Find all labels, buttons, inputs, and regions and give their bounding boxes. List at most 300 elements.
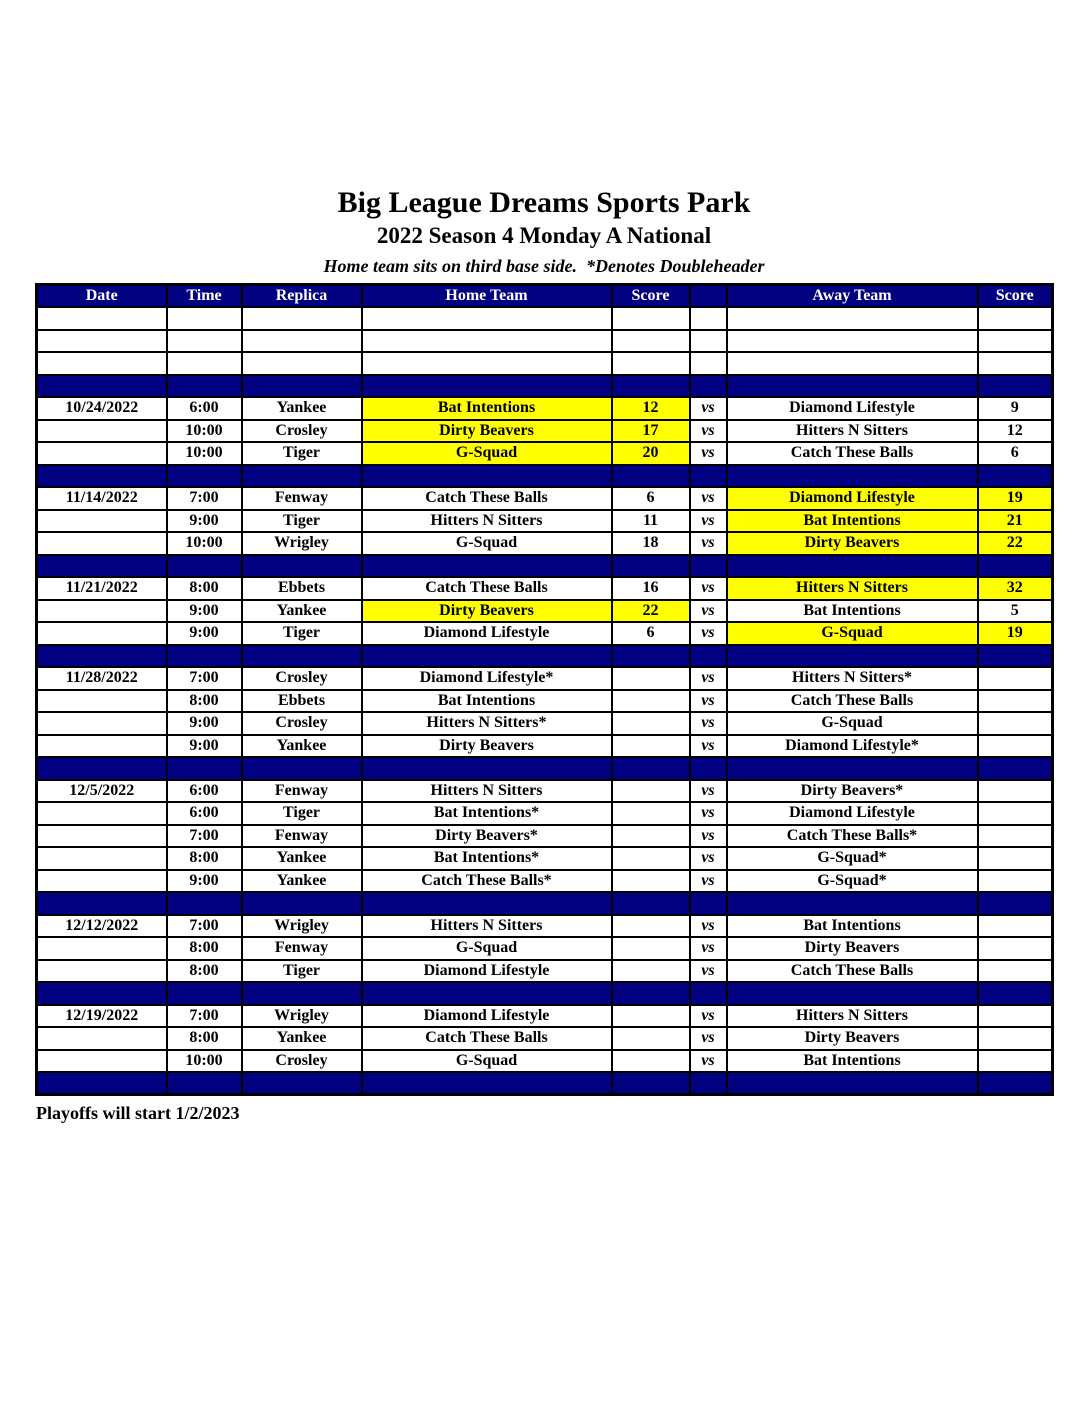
home-score-cell — [612, 1027, 690, 1050]
away-score-cell — [978, 1050, 1053, 1073]
game-row — [37, 622, 1053, 645]
away-score-cell — [978, 667, 1053, 690]
legend-note: Home team sits on third base side. *Denotes Doubleheader — [323, 256, 765, 277]
game-row — [37, 712, 1053, 735]
separator-cell — [167, 375, 242, 398]
home-team-cell: Diamond Lifestyle* — [362, 667, 612, 690]
away-team-cell: Bat Intentions — [727, 1050, 978, 1073]
separator-cell — [727, 982, 978, 1005]
empty-cell — [978, 352, 1053, 375]
away-score-cell — [978, 825, 1053, 848]
separator-cell — [612, 555, 690, 578]
game-row — [37, 960, 1053, 983]
separator-row — [37, 645, 1053, 668]
column-header-home-score: Score — [612, 285, 690, 308]
game-row — [37, 870, 1053, 893]
home-score-cell: 17 — [612, 420, 690, 443]
replica-cell: Ebbets — [242, 577, 362, 600]
table-header-row — [37, 285, 1053, 308]
separator-cell — [690, 465, 727, 488]
game-row — [37, 1027, 1053, 1050]
away-score-cell — [978, 1005, 1053, 1028]
separator-cell — [727, 375, 978, 398]
column-header-away-team: Away Team — [727, 285, 978, 308]
separator-cell — [167, 757, 242, 780]
time-cell: 7:00 — [167, 915, 242, 938]
date-cell — [37, 712, 167, 735]
away-score-cell: 22 — [978, 532, 1053, 555]
date-cell — [37, 622, 167, 645]
home-score-cell: 20 — [612, 442, 690, 465]
home-score-cell — [612, 735, 690, 758]
vs-cell: vs — [690, 420, 727, 443]
home-score-cell — [612, 780, 690, 803]
time-cell: 9:00 — [167, 870, 242, 893]
home-score-cell: 16 — [612, 577, 690, 600]
separator-cell — [242, 757, 362, 780]
away-team-cell: Diamond Lifestyle — [727, 487, 978, 510]
away-team-cell: Hitters N Sitters — [727, 1005, 978, 1028]
separator-row — [37, 757, 1053, 780]
column-header-replica: Replica — [242, 285, 362, 308]
date-cell: 10/24/2022 — [37, 397, 167, 420]
empty-cell — [242, 307, 362, 330]
replica-cell: Fenway — [242, 825, 362, 848]
home-score-cell — [612, 960, 690, 983]
game-row — [37, 532, 1053, 555]
separator-cell — [167, 555, 242, 578]
empty-cell — [167, 352, 242, 375]
away-score-cell: 5 — [978, 600, 1053, 623]
empty-cell — [690, 330, 727, 353]
time-cell: 9:00 — [167, 600, 242, 623]
vs-cell: vs — [690, 960, 727, 983]
home-team-cell: Bat Intentions — [362, 397, 612, 420]
home-score-cell — [612, 712, 690, 735]
time-cell: 10:00 — [167, 420, 242, 443]
home-score-cell — [612, 690, 690, 713]
separator-cell — [727, 757, 978, 780]
away-team-cell: G-Squad — [727, 622, 978, 645]
away-score-cell — [978, 690, 1053, 713]
date-cell — [37, 825, 167, 848]
separator-cell — [167, 645, 242, 668]
away-team-cell: Bat Intentions — [727, 600, 978, 623]
game-row — [37, 825, 1053, 848]
separator-cell — [242, 982, 362, 1005]
vs-cell: vs — [690, 825, 727, 848]
separator-cell — [167, 982, 242, 1005]
empty-cell — [37, 307, 167, 330]
home-team-cell: Bat Intentions — [362, 690, 612, 713]
separator-cell — [242, 645, 362, 668]
away-score-cell: 21 — [978, 510, 1053, 533]
vs-cell: vs — [690, 622, 727, 645]
separator-cell — [978, 375, 1053, 398]
game-row — [37, 577, 1053, 600]
vs-cell: vs — [690, 1027, 727, 1050]
time-cell: 8:00 — [167, 690, 242, 713]
separator-cell — [978, 757, 1053, 780]
away-score-cell — [978, 870, 1053, 893]
vs-cell: vs — [690, 937, 727, 960]
empty-cell — [242, 330, 362, 353]
home-score-cell — [612, 847, 690, 870]
replica-cell: Yankee — [242, 397, 362, 420]
empty-cell — [612, 330, 690, 353]
away-team-cell: Bat Intentions — [727, 915, 978, 938]
home-team-cell: Dirty Beavers — [362, 420, 612, 443]
game-row — [37, 487, 1053, 510]
separator-cell — [727, 555, 978, 578]
home-team-cell: Bat Intentions* — [362, 802, 612, 825]
home-score-cell: 22 — [612, 600, 690, 623]
game-row — [37, 802, 1053, 825]
separator-cell — [978, 555, 1053, 578]
away-score-cell — [978, 847, 1053, 870]
replica-cell: Wrigley — [242, 532, 362, 555]
away-score-cell — [978, 960, 1053, 983]
away-score-cell: 12 — [978, 420, 1053, 443]
separator-cell — [362, 375, 612, 398]
separator-row — [37, 465, 1053, 488]
replica-cell: Wrigley — [242, 1005, 362, 1028]
separator-cell — [37, 757, 167, 780]
column-header-home-team: Home Team — [362, 285, 612, 308]
column-header-time: Time — [167, 285, 242, 308]
replica-cell: Tiger — [242, 960, 362, 983]
replica-cell: Yankee — [242, 600, 362, 623]
empty-cell — [362, 307, 612, 330]
home-score-cell — [612, 915, 690, 938]
away-team-cell: G-Squad* — [727, 847, 978, 870]
column-header-vs — [690, 285, 727, 308]
vs-cell: vs — [690, 915, 727, 938]
vs-cell: vs — [690, 780, 727, 803]
vs-cell: vs — [690, 532, 727, 555]
game-row — [37, 510, 1053, 533]
game-row — [37, 780, 1053, 803]
empty-cell — [978, 330, 1053, 353]
separator-cell — [690, 1072, 727, 1095]
replica-cell: Fenway — [242, 937, 362, 960]
empty-cell — [362, 330, 612, 353]
separator-cell — [978, 465, 1053, 488]
date-cell — [37, 870, 167, 893]
vs-cell: vs — [690, 847, 727, 870]
home-team-cell: Catch These Balls — [362, 1027, 612, 1050]
separator-cell — [242, 892, 362, 915]
away-team-cell: G-Squad* — [727, 870, 978, 893]
away-score-cell: 6 — [978, 442, 1053, 465]
home-score-cell — [612, 937, 690, 960]
vs-cell: vs — [690, 397, 727, 420]
replica-cell: Yankee — [242, 735, 362, 758]
away-score-cell — [978, 915, 1053, 938]
empty-cell — [612, 307, 690, 330]
replica-cell: Yankee — [242, 1027, 362, 1050]
game-row — [37, 937, 1053, 960]
time-cell: 10:00 — [167, 532, 242, 555]
vs-cell: vs — [690, 442, 727, 465]
replica-cell: Yankee — [242, 870, 362, 893]
vs-cell: vs — [690, 667, 727, 690]
replica-cell: Tiger — [242, 802, 362, 825]
separator-cell — [242, 375, 362, 398]
time-cell: 10:00 — [167, 1050, 242, 1073]
replica-cell: Crosley — [242, 667, 362, 690]
empty-cell — [242, 352, 362, 375]
separator-cell — [612, 982, 690, 1005]
home-score-cell: 12 — [612, 397, 690, 420]
separator-cell — [362, 892, 612, 915]
away-team-cell: Diamond Lifestyle — [727, 397, 978, 420]
away-team-cell: Dirty Beavers — [727, 937, 978, 960]
away-score-cell: 32 — [978, 577, 1053, 600]
separator-cell — [37, 555, 167, 578]
separator-cell — [690, 892, 727, 915]
empty-row — [37, 352, 1053, 375]
game-row — [37, 397, 1053, 420]
vs-cell: vs — [690, 690, 727, 713]
game-row — [37, 735, 1053, 758]
separator-cell — [242, 1072, 362, 1095]
empty-cell — [690, 352, 727, 375]
home-team-cell: Bat Intentions* — [362, 847, 612, 870]
home-team-cell: Dirty Beavers* — [362, 825, 612, 848]
date-cell — [37, 600, 167, 623]
home-score-cell — [612, 667, 690, 690]
vs-cell: vs — [690, 735, 727, 758]
away-score-cell — [978, 1027, 1053, 1050]
game-row — [37, 690, 1053, 713]
empty-row — [37, 307, 1053, 330]
separator-cell — [37, 375, 167, 398]
column-header-away-score: Score — [978, 285, 1053, 308]
separator-row — [37, 375, 1053, 398]
empty-cell — [727, 330, 978, 353]
replica-cell: Ebbets — [242, 690, 362, 713]
separator-cell — [37, 1072, 167, 1095]
away-team-cell: Diamond Lifestyle — [727, 802, 978, 825]
separator-row — [37, 1072, 1053, 1095]
empty-cell — [727, 352, 978, 375]
playoffs-note: Playoffs will start 1/2/2023 — [36, 1103, 240, 1124]
time-cell: 10:00 — [167, 442, 242, 465]
time-cell: 7:00 — [167, 1005, 242, 1028]
vs-cell: vs — [690, 870, 727, 893]
date-cell — [37, 802, 167, 825]
home-score-cell — [612, 1050, 690, 1073]
separator-cell — [690, 645, 727, 668]
separator-cell — [362, 1072, 612, 1095]
home-team-cell: Dirty Beavers — [362, 600, 612, 623]
date-cell: 12/5/2022 — [37, 780, 167, 803]
game-row — [37, 667, 1053, 690]
vs-cell: vs — [690, 487, 727, 510]
home-team-cell: Catch These Balls — [362, 487, 612, 510]
away-team-cell: Dirty Beavers — [727, 532, 978, 555]
vs-cell: vs — [690, 510, 727, 533]
game-row — [37, 1050, 1053, 1073]
empty-row — [37, 330, 1053, 353]
separator-cell — [167, 1072, 242, 1095]
separator-cell — [362, 645, 612, 668]
date-cell: 12/19/2022 — [37, 1005, 167, 1028]
home-score-cell: 6 — [612, 487, 690, 510]
time-cell: 8:00 — [167, 960, 242, 983]
separator-cell — [690, 757, 727, 780]
date-cell — [37, 847, 167, 870]
date-cell — [37, 735, 167, 758]
home-team-cell: G-Squad — [362, 937, 612, 960]
separator-row — [37, 892, 1053, 915]
empty-cell — [690, 307, 727, 330]
separator-cell — [612, 645, 690, 668]
date-cell: 12/12/2022 — [37, 915, 167, 938]
separator-cell — [978, 645, 1053, 668]
separator-cell — [690, 375, 727, 398]
empty-cell — [37, 330, 167, 353]
home-score-cell: 6 — [612, 622, 690, 645]
empty-cell — [167, 330, 242, 353]
separator-cell — [37, 645, 167, 668]
home-team-cell: G-Squad — [362, 1050, 612, 1073]
home-team-cell: Hitters N Sitters — [362, 510, 612, 533]
date-cell — [37, 937, 167, 960]
game-row — [37, 600, 1053, 623]
away-team-cell: G-Squad — [727, 712, 978, 735]
date-cell: 11/14/2022 — [37, 487, 167, 510]
time-cell: 6:00 — [167, 780, 242, 803]
time-cell: 7:00 — [167, 825, 242, 848]
separator-cell — [37, 982, 167, 1005]
date-cell — [37, 532, 167, 555]
separator-cell — [690, 982, 727, 1005]
replica-cell: Crosley — [242, 1050, 362, 1073]
page-subtitle: 2022 Season 4 Monday A National — [376, 223, 712, 248]
away-score-cell: 9 — [978, 397, 1053, 420]
home-score-cell — [612, 825, 690, 848]
column-header-date: Date — [37, 285, 167, 308]
date-cell — [37, 510, 167, 533]
time-cell: 9:00 — [167, 510, 242, 533]
date-cell — [37, 690, 167, 713]
separator-cell — [612, 465, 690, 488]
home-team-cell: Diamond Lifestyle — [362, 960, 612, 983]
home-score-cell: 18 — [612, 532, 690, 555]
replica-cell: Tiger — [242, 622, 362, 645]
separator-cell — [978, 892, 1053, 915]
home-team-cell: Diamond Lifestyle — [362, 1005, 612, 1028]
time-cell: 8:00 — [167, 937, 242, 960]
game-row — [37, 420, 1053, 443]
home-team-cell: Hitters N Sitters — [362, 780, 612, 803]
away-score-cell — [978, 802, 1053, 825]
time-cell: 8:00 — [167, 1027, 242, 1050]
date-cell — [37, 420, 167, 443]
replica-cell: Fenway — [242, 780, 362, 803]
separator-cell — [362, 757, 612, 780]
home-score-cell — [612, 870, 690, 893]
separator-cell — [612, 1072, 690, 1095]
empty-cell — [612, 352, 690, 375]
home-team-cell: G-Squad — [362, 532, 612, 555]
replica-cell: Fenway — [242, 487, 362, 510]
away-team-cell: Catch These Balls* — [727, 825, 978, 848]
away-team-cell: Dirty Beavers — [727, 1027, 978, 1050]
away-team-cell: Catch These Balls — [727, 690, 978, 713]
vs-cell: vs — [690, 1005, 727, 1028]
home-team-cell: Hitters N Sitters* — [362, 712, 612, 735]
away-team-cell: Bat Intentions — [727, 510, 978, 533]
date-cell — [37, 1027, 167, 1050]
separator-cell — [362, 555, 612, 578]
separator-cell — [612, 375, 690, 398]
vs-cell: vs — [690, 1050, 727, 1073]
home-score-cell: 11 — [612, 510, 690, 533]
away-score-cell: 19 — [978, 487, 1053, 510]
away-score-cell — [978, 937, 1053, 960]
time-cell: 6:00 — [167, 802, 242, 825]
replica-cell: Crosley — [242, 712, 362, 735]
separator-row — [37, 982, 1053, 1005]
date-cell — [37, 442, 167, 465]
separator-cell — [167, 465, 242, 488]
home-team-cell: Catch These Balls — [362, 577, 612, 600]
separator-cell — [242, 465, 362, 488]
away-team-cell: Hitters N Sitters — [727, 420, 978, 443]
game-row — [37, 442, 1053, 465]
home-score-cell — [612, 1005, 690, 1028]
separator-cell — [727, 892, 978, 915]
date-cell: 11/21/2022 — [37, 577, 167, 600]
time-cell: 8:00 — [167, 847, 242, 870]
away-score-cell: 19 — [978, 622, 1053, 645]
replica-cell: Tiger — [242, 510, 362, 533]
time-cell: 7:00 — [167, 487, 242, 510]
empty-cell — [727, 307, 978, 330]
away-team-cell: Diamond Lifestyle* — [727, 735, 978, 758]
home-team-cell: Diamond Lifestyle — [362, 622, 612, 645]
date-cell — [37, 1050, 167, 1073]
empty-cell — [362, 352, 612, 375]
separator-cell — [612, 892, 690, 915]
replica-cell: Wrigley — [242, 915, 362, 938]
empty-cell — [37, 352, 167, 375]
time-cell: 9:00 — [167, 735, 242, 758]
date-cell — [37, 960, 167, 983]
schedule-table — [35, 283, 1054, 1096]
game-row — [37, 915, 1053, 938]
home-team-cell: Dirty Beavers — [362, 735, 612, 758]
separator-cell — [362, 465, 612, 488]
separator-cell — [727, 465, 978, 488]
time-cell: 6:00 — [167, 397, 242, 420]
separator-row — [37, 555, 1053, 578]
separator-cell — [167, 892, 242, 915]
vs-cell: vs — [690, 802, 727, 825]
replica-cell: Yankee — [242, 847, 362, 870]
separator-cell — [727, 645, 978, 668]
empty-cell — [167, 307, 242, 330]
away-team-cell: Dirty Beavers* — [727, 780, 978, 803]
home-team-cell: G-Squad — [362, 442, 612, 465]
home-score-cell — [612, 802, 690, 825]
away-score-cell — [978, 735, 1053, 758]
date-cell: 11/28/2022 — [37, 667, 167, 690]
separator-cell — [362, 982, 612, 1005]
